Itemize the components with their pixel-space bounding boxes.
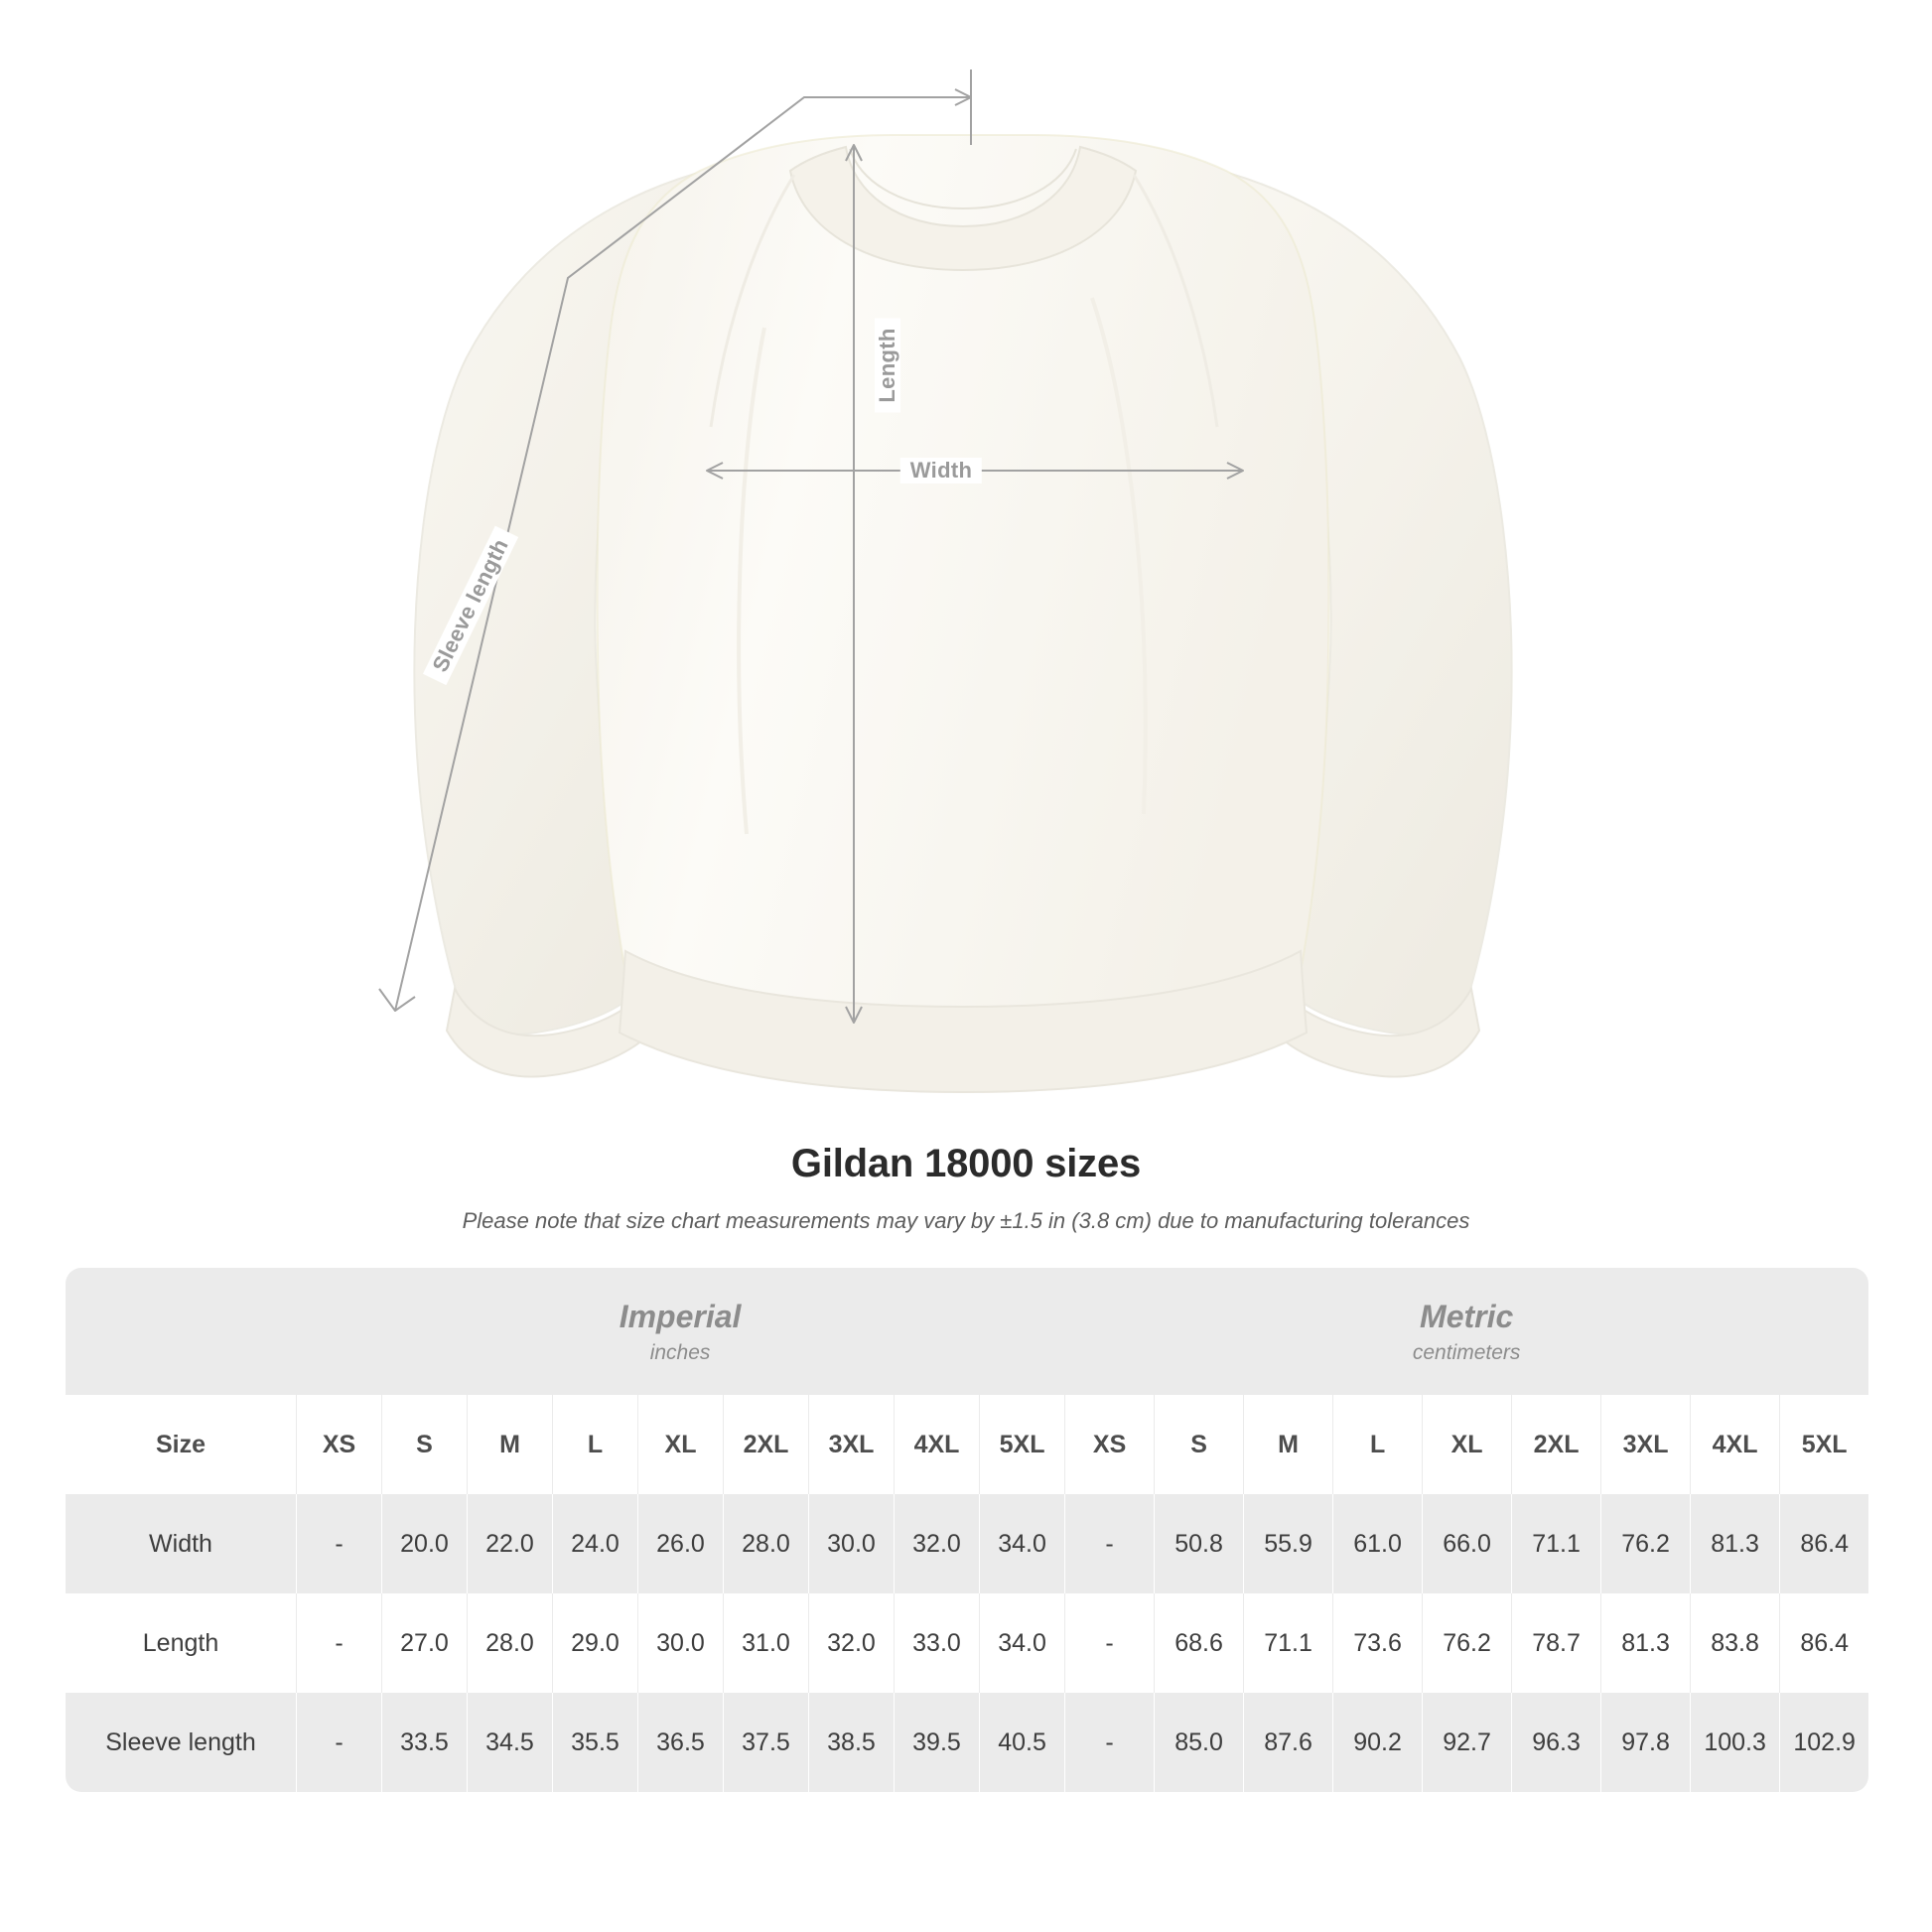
- sleeve-metric-s: 85.0: [1154, 1693, 1243, 1792]
- sleeve-metric-5xl: 102.9: [1779, 1693, 1868, 1792]
- tolerance-note: Please note that size chart measurements may vary by ±1.5 in (3.8 cm) due to manufacturing tolerances: [462, 1208, 1470, 1233]
- unit-header-imperial: [296, 1268, 1064, 1395]
- size-metric-3xl: 3XL: [1600, 1395, 1690, 1494]
- length-metric-4xl: 83.8: [1690, 1593, 1779, 1693]
- row-label-width: Width: [149, 1529, 212, 1558]
- width-imperial-l: 24.0: [552, 1494, 637, 1593]
- page-title: Gildan 18000 sizes: [790, 1142, 1142, 1185]
- length-metric-xl: 76.2: [1422, 1593, 1511, 1693]
- size-metric-m: M: [1243, 1395, 1332, 1494]
- table-row: [66, 1593, 1868, 1693]
- sleeve-imperial-l: 35.5: [552, 1693, 637, 1792]
- unit-header-metric: [1064, 1268, 1868, 1395]
- length-metric-xs: -: [1064, 1593, 1154, 1693]
- width-imperial-3xl: 30.0: [808, 1494, 894, 1593]
- length-imperial-l: 29.0: [552, 1593, 637, 1693]
- sleeve-imperial-3xl: 38.5: [808, 1693, 894, 1792]
- width-metric-5xl: 86.4: [1779, 1494, 1868, 1593]
- width-imperial-2xl: 28.0: [723, 1494, 808, 1593]
- size-table: [66, 1268, 1868, 1792]
- length-imperial-2xl: 31.0: [723, 1593, 808, 1693]
- length-metric-l: 73.6: [1332, 1593, 1422, 1693]
- width-imperial-4xl: 32.0: [894, 1494, 979, 1593]
- size-imperial-3xl: 3XL: [808, 1395, 894, 1494]
- size-metric-xs: XS: [1064, 1395, 1154, 1494]
- unit-name-metric: Metric: [1420, 1298, 1514, 1334]
- size-imperial-4xl: 4XL: [894, 1395, 979, 1494]
- size-imperial-2xl: 2XL: [723, 1395, 808, 1494]
- sleeve-imperial-xs: -: [296, 1693, 381, 1792]
- size-imperial-xs: XS: [296, 1395, 381, 1494]
- sleeve-metric-m: 87.6: [1243, 1693, 1332, 1792]
- length-metric-s: 68.6: [1154, 1593, 1243, 1693]
- size-metric-xl: XL: [1422, 1395, 1511, 1494]
- length-imperial-5xl: 34.0: [979, 1593, 1064, 1693]
- length-imperial-xl: 30.0: [637, 1593, 723, 1693]
- size-imperial-m: M: [467, 1395, 552, 1494]
- sleeve-length-label: Sleeve length: [423, 526, 518, 685]
- width-imperial-xs: -: [296, 1494, 381, 1593]
- unit-sub-metric: centimeters: [1412, 1340, 1521, 1364]
- length-imperial-3xl: 32.0: [808, 1593, 894, 1693]
- width-imperial-s: 20.0: [381, 1494, 467, 1593]
- size-imperial-5xl: 5XL: [979, 1395, 1064, 1494]
- sleeve-imperial-s: 33.5: [381, 1693, 467, 1792]
- unit-name-imperial: Imperial: [619, 1298, 742, 1334]
- size-table-wrap: [66, 1268, 1866, 1792]
- width-metric-4xl: 81.3: [1690, 1494, 1779, 1593]
- size-imperial-l: L: [552, 1395, 637, 1494]
- size-row-header: Size: [155, 1430, 207, 1458]
- width-label: Width: [900, 458, 982, 483]
- size-metric-4xl: 4XL: [1690, 1395, 1779, 1494]
- sleeve-imperial-5xl: 40.5: [979, 1693, 1064, 1792]
- sleeve-metric-xl: 92.7: [1422, 1693, 1511, 1792]
- length-imperial-4xl: 33.0: [894, 1593, 979, 1693]
- length-metric-3xl: 81.3: [1600, 1593, 1690, 1693]
- title-block: [0, 1142, 1932, 1234]
- sleeve-imperial-4xl: 39.5: [894, 1693, 979, 1792]
- unit-header-empty: [66, 1268, 296, 1395]
- table-row: [66, 1494, 1868, 1593]
- sleeve-imperial-m: 34.5: [467, 1693, 552, 1792]
- width-metric-l: 61.0: [1332, 1494, 1422, 1593]
- width-metric-3xl: 76.2: [1600, 1494, 1690, 1593]
- width-imperial-m: 22.0: [467, 1494, 552, 1593]
- sleeve-metric-xs: -: [1064, 1693, 1154, 1792]
- length-imperial-m: 28.0: [467, 1593, 552, 1693]
- size-imperial-xl: XL: [637, 1395, 723, 1494]
- sleeve-metric-2xl: 96.3: [1511, 1693, 1600, 1792]
- width-imperial-xl: 26.0: [637, 1494, 723, 1593]
- sleeve-imperial-xl: 36.5: [637, 1693, 723, 1792]
- row-label-sleeve-length: Sleeve length: [105, 1727, 256, 1756]
- length-imperial-xs: -: [296, 1593, 381, 1693]
- size-metric-2xl: 2XL: [1511, 1395, 1600, 1494]
- size-row: [66, 1395, 1868, 1494]
- width-imperial-5xl: 34.0: [979, 1494, 1064, 1593]
- length-label: Length: [875, 318, 900, 412]
- length-metric-2xl: 78.7: [1511, 1593, 1600, 1693]
- unit-sub-imperial: inches: [649, 1340, 711, 1364]
- sleeve-metric-3xl: 97.8: [1600, 1693, 1690, 1792]
- size-metric-s: S: [1154, 1395, 1243, 1494]
- width-metric-s: 50.8: [1154, 1494, 1243, 1593]
- length-imperial-s: 27.0: [381, 1593, 467, 1693]
- width-metric-xl: 66.0: [1422, 1494, 1511, 1593]
- width-metric-xs: -: [1064, 1494, 1154, 1593]
- width-metric-2xl: 71.1: [1511, 1494, 1600, 1593]
- size-metric-l: L: [1332, 1395, 1422, 1494]
- size-imperial-s: S: [381, 1395, 467, 1494]
- sleeve-metric-4xl: 100.3: [1690, 1693, 1779, 1792]
- size-metric-5xl: 5XL: [1779, 1395, 1868, 1494]
- unit-header-row: [66, 1268, 1868, 1395]
- sleeve-metric-l: 90.2: [1332, 1693, 1422, 1792]
- row-label-length: Length: [142, 1628, 219, 1657]
- table-row: [66, 1693, 1868, 1792]
- length-metric-5xl: 86.4: [1779, 1593, 1868, 1693]
- width-metric-m: 55.9: [1243, 1494, 1332, 1593]
- sleeve-imperial-2xl: 37.5: [723, 1693, 808, 1792]
- length-metric-m: 71.1: [1243, 1593, 1332, 1693]
